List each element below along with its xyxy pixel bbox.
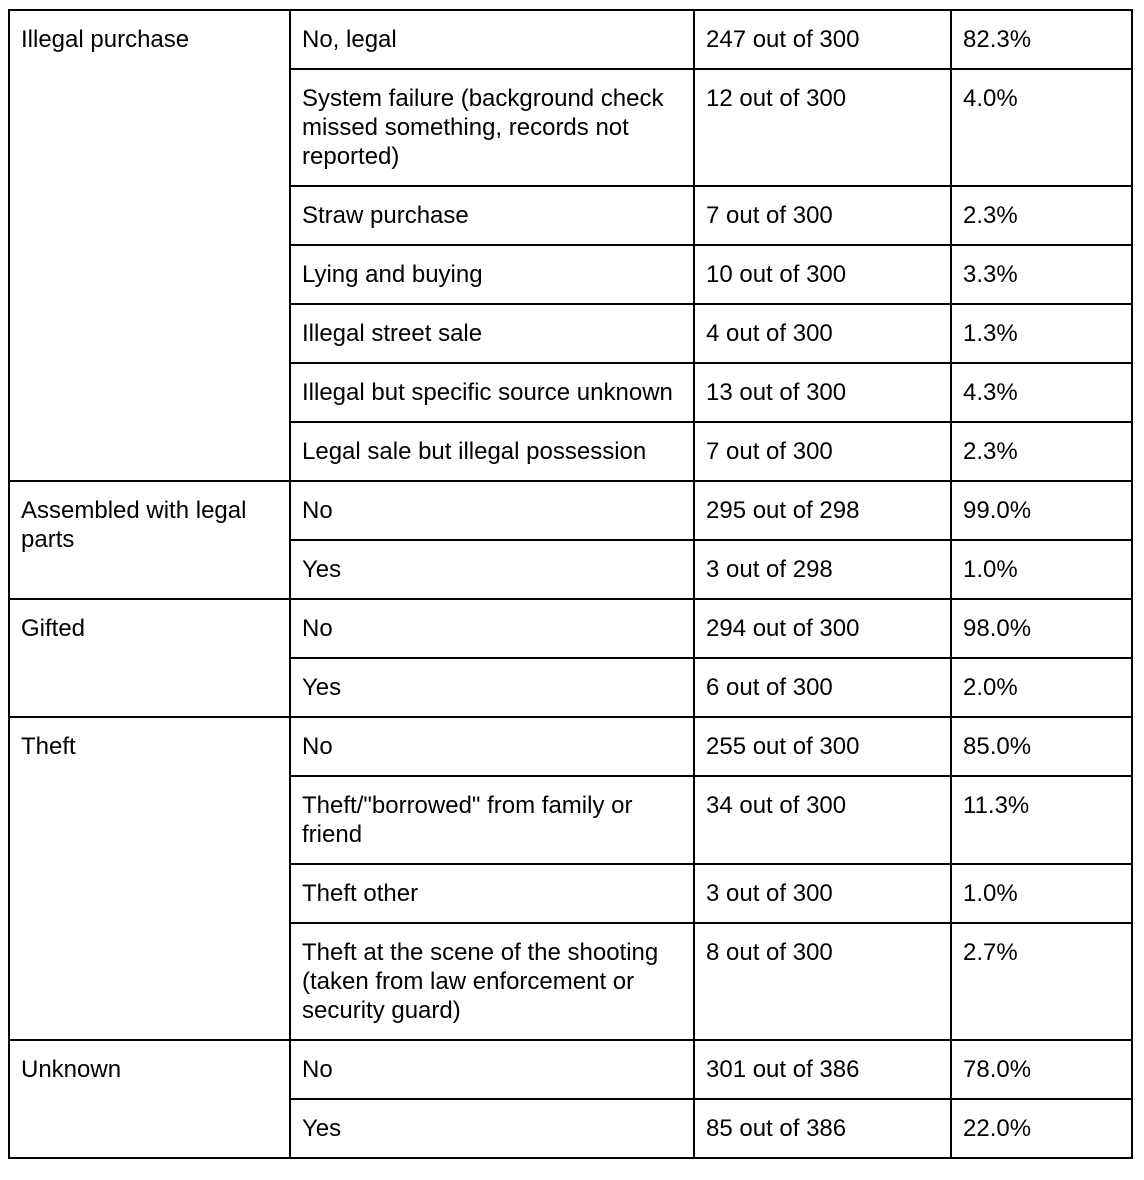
count-cell: 3 out of 300 bbox=[694, 864, 951, 923]
percent-cell: 11.3% bbox=[951, 776, 1132, 864]
response-cell: System failure (background check missed something, records not reported) bbox=[290, 69, 694, 186]
percent-cell: 2.3% bbox=[951, 186, 1132, 245]
percent-cell: 82.3% bbox=[951, 10, 1132, 69]
percent-cell: 2.0% bbox=[951, 658, 1132, 717]
percent-cell: 85.0% bbox=[951, 717, 1132, 776]
category-cell: Gifted bbox=[9, 599, 290, 717]
percent-cell: 99.0% bbox=[951, 481, 1132, 540]
response-cell: No bbox=[290, 481, 694, 540]
table-row bbox=[9, 10, 1132, 69]
count-cell: 294 out of 300 bbox=[694, 599, 951, 658]
category-cell: Theft bbox=[9, 717, 290, 1040]
table-row bbox=[9, 481, 1132, 540]
count-cell: 7 out of 300 bbox=[694, 186, 951, 245]
count-cell: 7 out of 300 bbox=[694, 422, 951, 481]
category-cell: Unknown bbox=[9, 1040, 290, 1158]
table-row bbox=[9, 599, 1132, 658]
category-cell: Illegal purchase bbox=[9, 10, 290, 481]
count-cell: 3 out of 298 bbox=[694, 540, 951, 599]
percent-cell: 1.0% bbox=[951, 540, 1132, 599]
category-cell: Assembled with legal parts bbox=[9, 481, 290, 599]
response-cell: Yes bbox=[290, 540, 694, 599]
response-cell: No bbox=[290, 717, 694, 776]
count-cell: 6 out of 300 bbox=[694, 658, 951, 717]
percent-cell: 1.3% bbox=[951, 304, 1132, 363]
table-row bbox=[9, 1040, 1132, 1099]
response-cell: Lying and buying bbox=[290, 245, 694, 304]
percent-cell: 22.0% bbox=[951, 1099, 1132, 1158]
percent-cell: 78.0% bbox=[951, 1040, 1132, 1099]
percent-cell: 2.7% bbox=[951, 923, 1132, 1040]
percent-cell: 2.3% bbox=[951, 422, 1132, 481]
count-cell: 301 out of 386 bbox=[694, 1040, 951, 1099]
response-cell: Illegal but specific source unknown bbox=[290, 363, 694, 422]
response-cell: No, legal bbox=[290, 10, 694, 69]
count-cell: 255 out of 300 bbox=[694, 717, 951, 776]
percent-cell: 98.0% bbox=[951, 599, 1132, 658]
count-cell: 13 out of 300 bbox=[694, 363, 951, 422]
response-cell: Theft/"borrowed" from family or friend bbox=[290, 776, 694, 864]
percent-cell: 4.3% bbox=[951, 363, 1132, 422]
count-cell: 4 out of 300 bbox=[694, 304, 951, 363]
response-cell: Illegal street sale bbox=[290, 304, 694, 363]
table-body bbox=[9, 10, 1132, 1158]
count-cell: 295 out of 298 bbox=[694, 481, 951, 540]
count-cell: 247 out of 300 bbox=[694, 10, 951, 69]
response-cell: Theft other bbox=[290, 864, 694, 923]
table-row bbox=[9, 717, 1132, 776]
percent-cell: 4.0% bbox=[951, 69, 1132, 186]
count-cell: 12 out of 300 bbox=[694, 69, 951, 186]
count-cell: 10 out of 300 bbox=[694, 245, 951, 304]
count-cell: 34 out of 300 bbox=[694, 776, 951, 864]
response-cell: Legal sale but illegal possession bbox=[290, 422, 694, 481]
response-cell: Theft at the scene of the shooting (taken from law enforcement or security guard) bbox=[290, 923, 694, 1040]
percent-cell: 1.0% bbox=[951, 864, 1132, 923]
response-cell: No bbox=[290, 599, 694, 658]
response-cell: Yes bbox=[290, 658, 694, 717]
response-cell: Yes bbox=[290, 1099, 694, 1158]
response-cell: No bbox=[290, 1040, 694, 1099]
gun-source-table bbox=[8, 9, 1133, 1159]
percent-cell: 3.3% bbox=[951, 245, 1132, 304]
count-cell: 8 out of 300 bbox=[694, 923, 951, 1040]
count-cell: 85 out of 386 bbox=[694, 1099, 951, 1158]
response-cell: Straw purchase bbox=[290, 186, 694, 245]
